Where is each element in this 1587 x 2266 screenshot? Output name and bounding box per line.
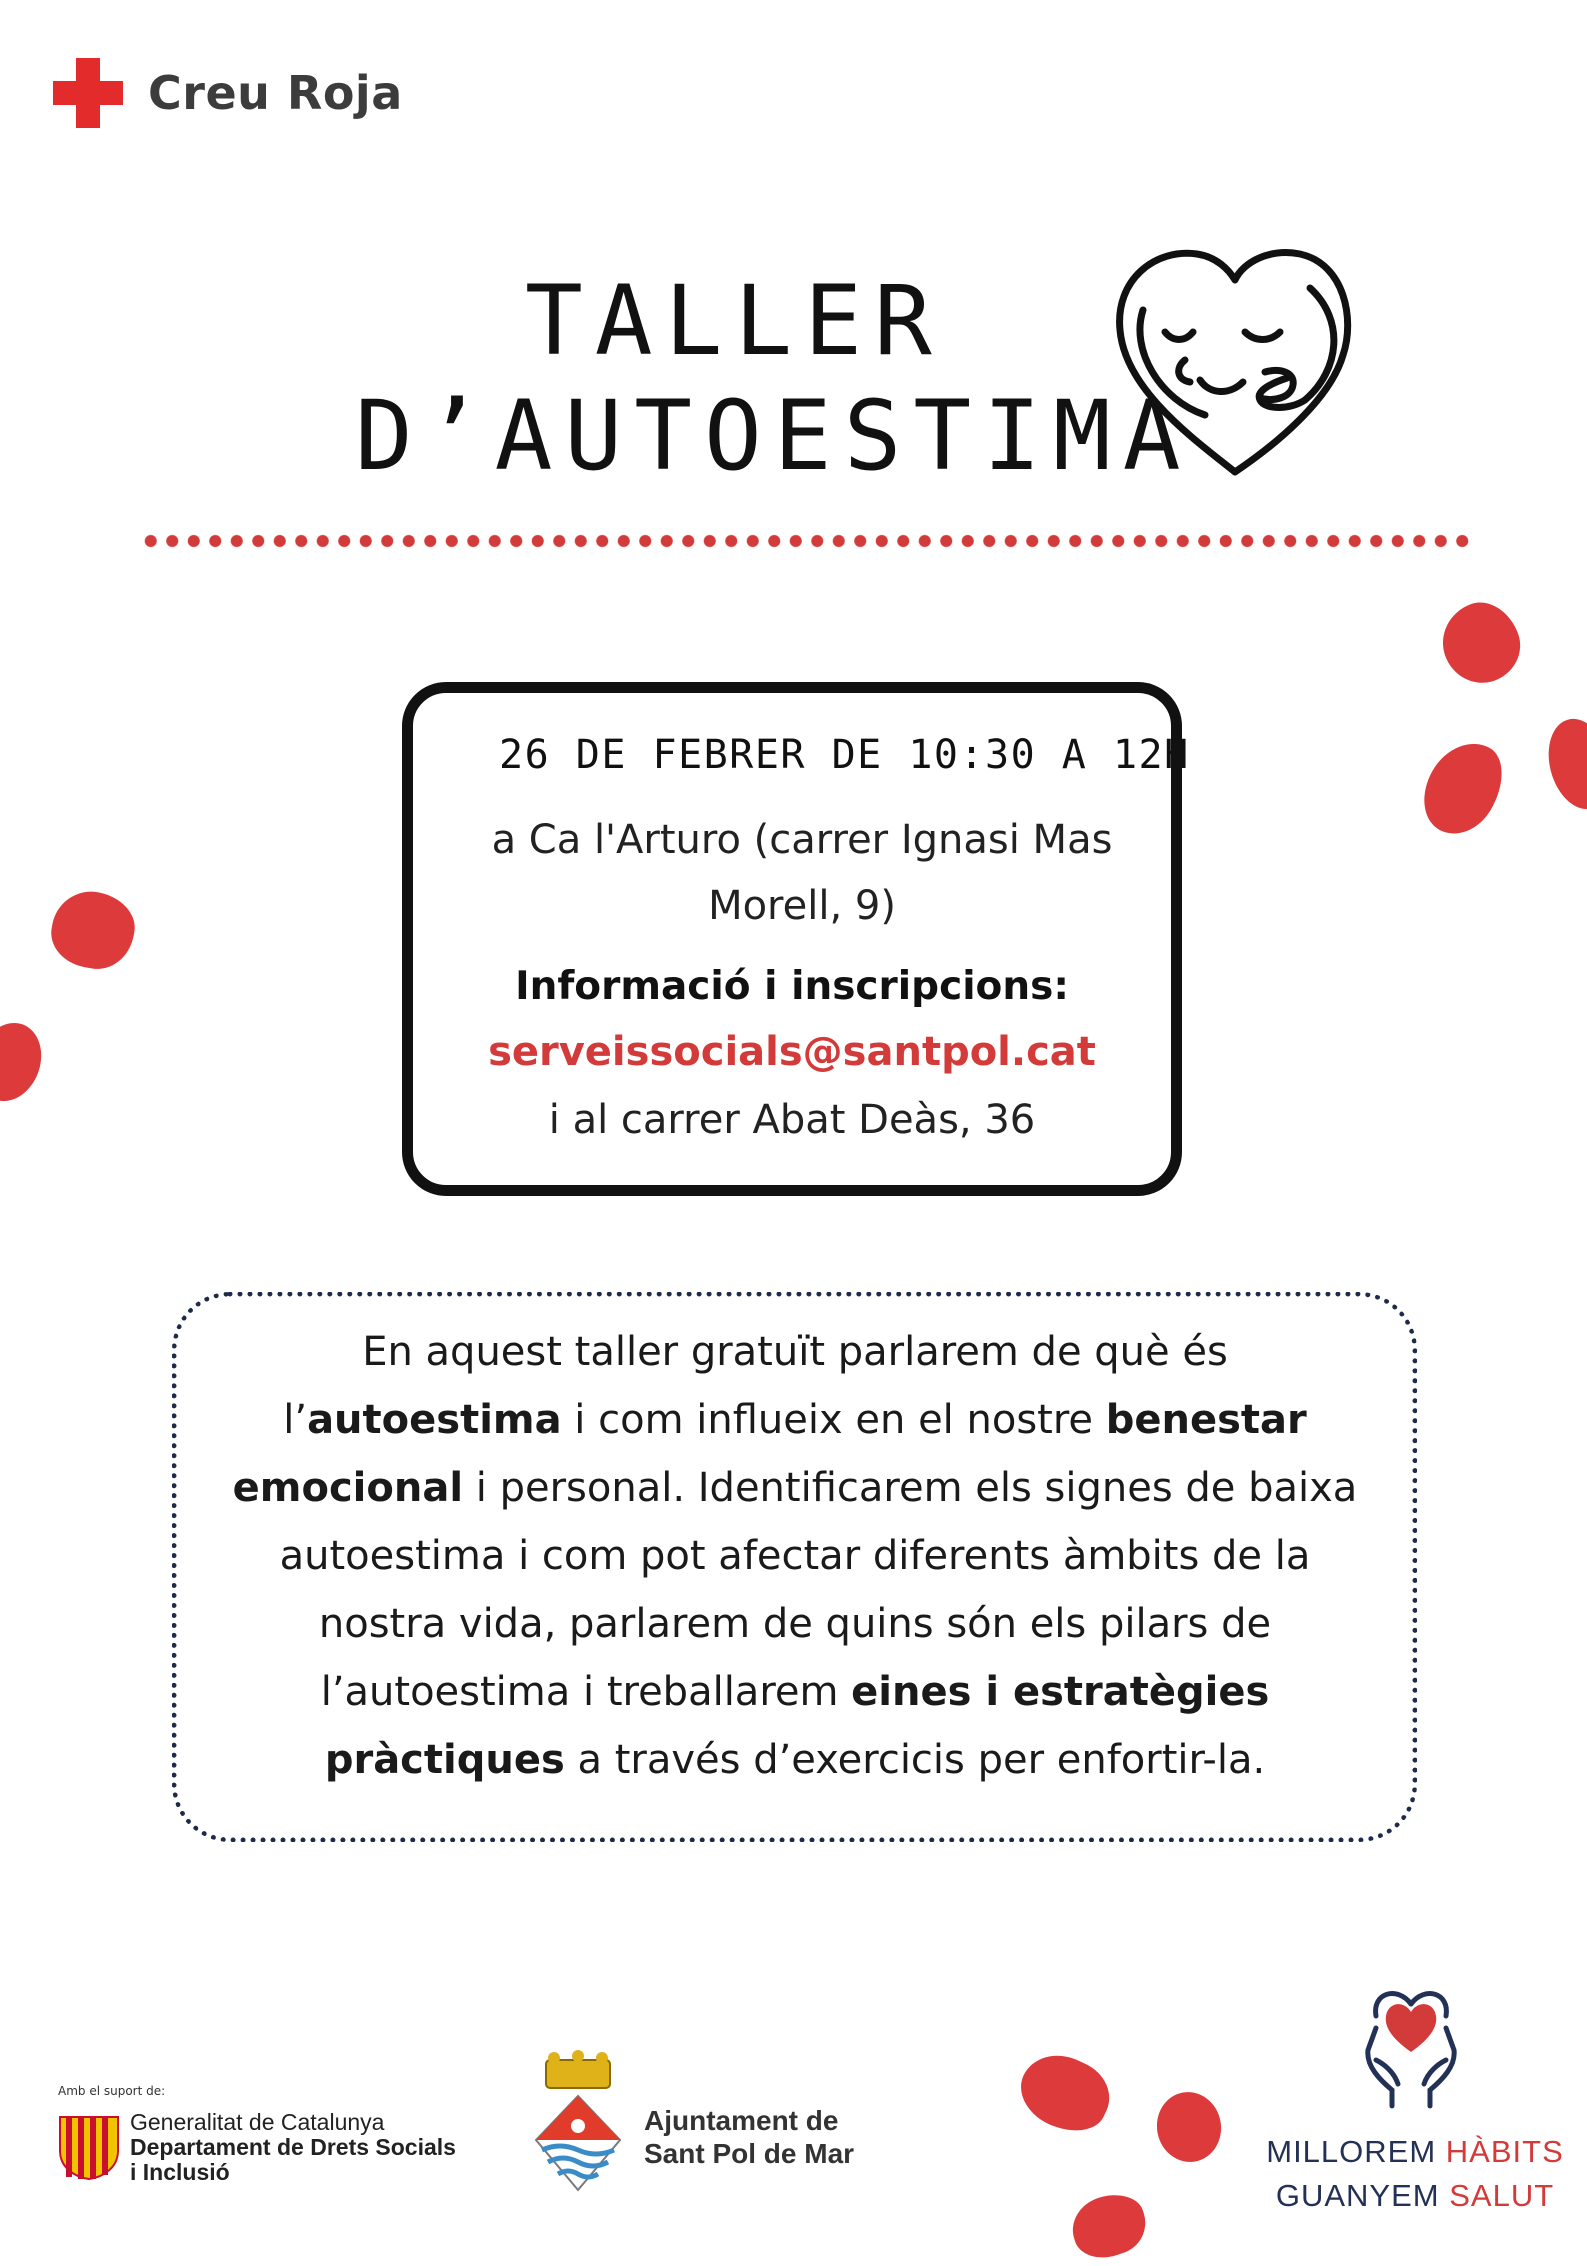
desc-part-1: En aquest taller gratuït parlarem de què és l’ <box>283 1329 1228 1443</box>
desc-bold-3: eines i estratègies pràctiques <box>324 1669 1270 1783</box>
red-cross-icon <box>50 55 126 131</box>
ajuntament-line-2: Sant Pol de Mar <box>644 2138 855 2169</box>
petal-decoration <box>1432 592 1531 693</box>
generalitat-line-3: i Inclusió <box>130 2159 230 2185</box>
hugging-heart-icon <box>1105 240 1365 490</box>
event-date-time: 26 DE FEBRER DE 10:30 A 12H <box>499 732 1190 778</box>
desc-bold-1: autoestima <box>307 1397 562 1443</box>
coat-of-arms-icon <box>530 2050 626 2200</box>
petal-decoration <box>0 1014 52 1110</box>
slogan-1a: MILLOREM <box>1266 2134 1446 2169</box>
ajuntament-text <box>644 2104 854 2170</box>
ajuntament-line-1: Ajuntament de <box>644 2105 839 2136</box>
desc-part-2: i com influeix en el nostre <box>561 1397 1106 1443</box>
support-label: Amb el suport de: <box>58 2084 166 2098</box>
event-place: a Ca l'Arturo (carrer Ignasi Mas Morell, 9) <box>491 817 1113 929</box>
logo-text: Creu Roja <box>148 66 403 120</box>
petal-decoration <box>1065 2186 1154 2266</box>
desc-part-3: i personal. Identificarem els signes de baixa autoestima i com pot afectar diferents àmbits de la nostra vida, parlarem de quins són els pilars de l’autoestima i treballarem <box>279 1465 1358 1715</box>
generalitat-line-1: Generalitat de Catalunya <box>130 2109 385 2135</box>
slogan-1b: HÀBITS <box>1445 2134 1564 2169</box>
title-line-1: TALLER <box>525 265 944 377</box>
generalitat-text <box>130 2110 456 2185</box>
petal-decoration <box>1539 712 1587 816</box>
petal-decoration <box>1151 2087 1226 2167</box>
desc-part-4: a través d’exercicis per enfortir-la. <box>564 1737 1266 1783</box>
petal-decoration <box>46 885 140 974</box>
slogan-2b: SALUT <box>1449 2178 1555 2213</box>
habits-slogan <box>1250 2130 1580 2218</box>
slogan-2a: GUANYEM <box>1275 2178 1450 2213</box>
petal-decoration <box>1009 2042 1120 2143</box>
generalitat-line-2: Departament de Drets Socials <box>130 2134 456 2160</box>
contact-email-link[interactable]: serveissocials@santpol.cat <box>488 1029 1096 1075</box>
dotted-divider <box>140 534 1470 548</box>
petal-decoration <box>1409 729 1518 847</box>
creu-roja-logo <box>50 55 403 131</box>
catalan-flag-icon <box>58 2115 120 2181</box>
info-street: i al carrer Abat Deàs, 36 <box>548 1097 1036 1143</box>
desc-bold-2: benestar emocional <box>232 1397 1307 1511</box>
hands-heart-icon <box>1346 1980 1476 2110</box>
slogan-line-1 <box>1250 2130 1580 2174</box>
ajuntament-logo <box>530 2050 854 2200</box>
slogan-line-2 <box>1250 2174 1580 2218</box>
generalitat-logo <box>58 2110 456 2185</box>
title-line-2: D’AUTOESTIMA <box>355 380 1193 492</box>
description-text <box>225 1318 1365 1794</box>
info-label: Informació i inscripcions: <box>515 964 1069 1009</box>
